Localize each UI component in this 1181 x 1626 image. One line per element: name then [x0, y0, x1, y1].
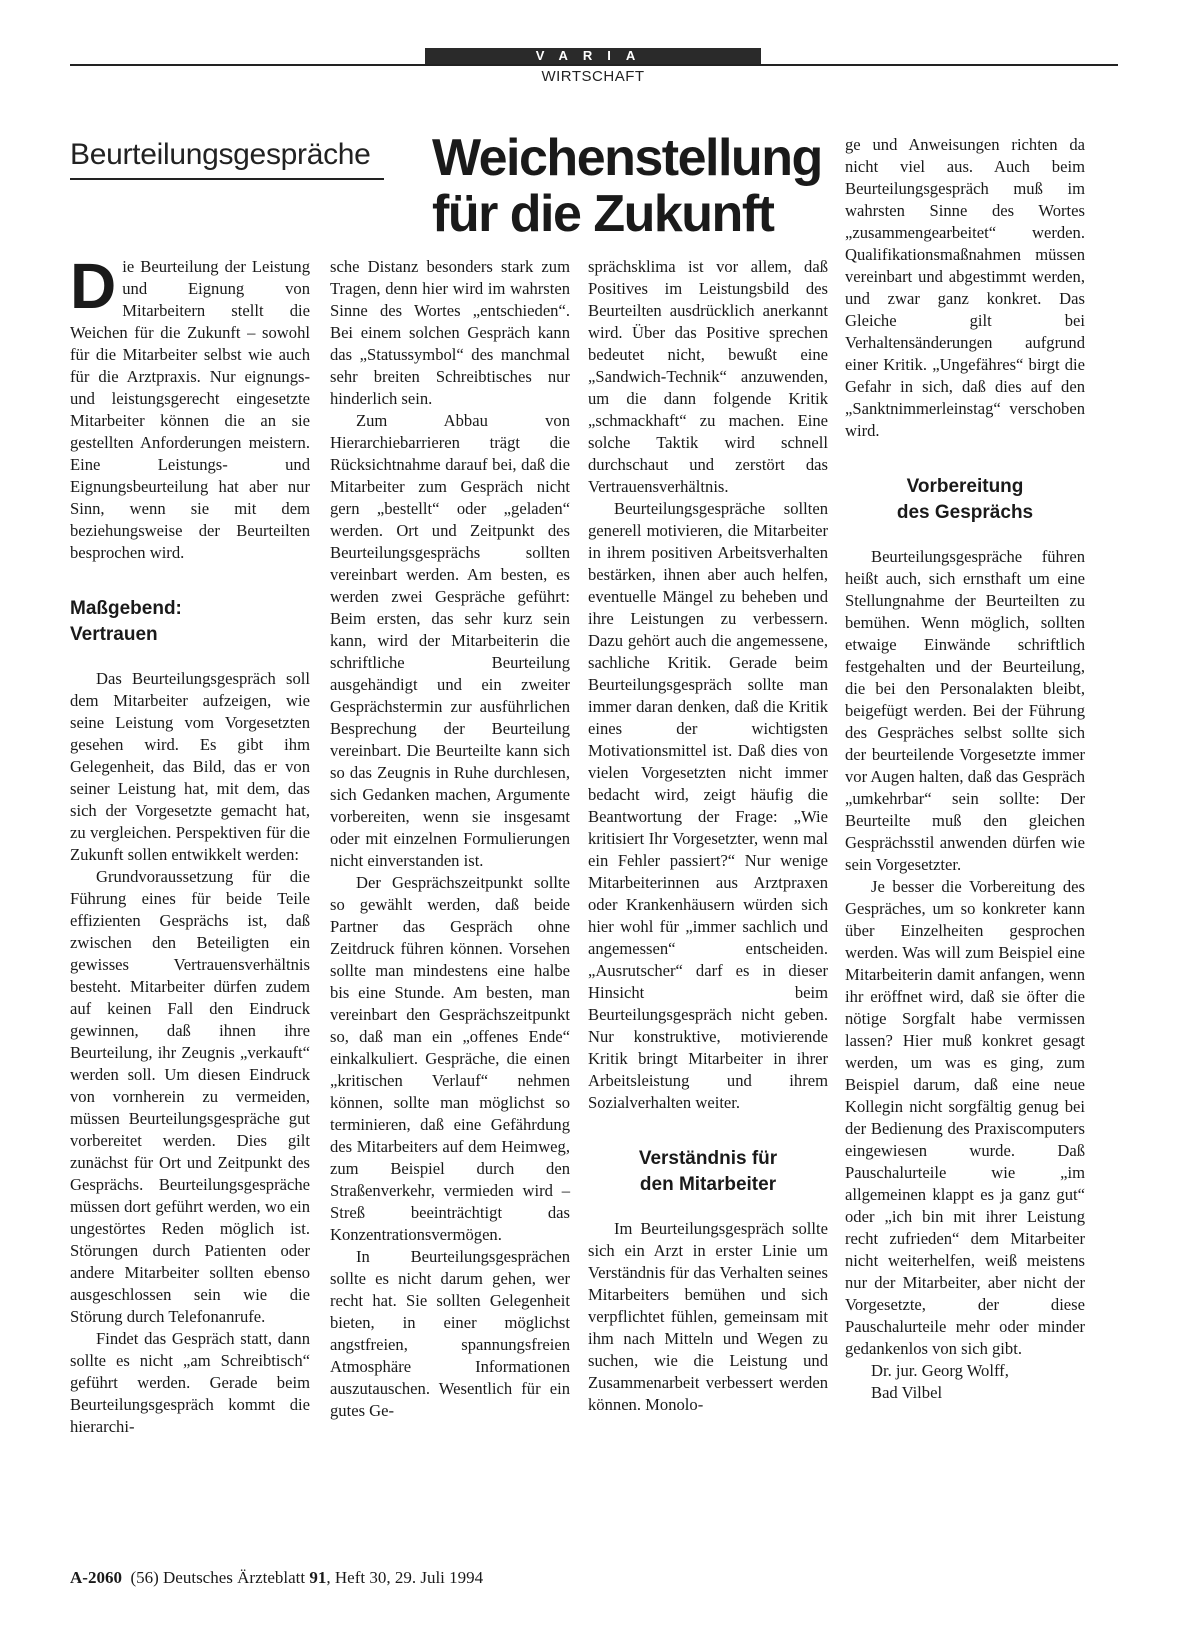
subhead-line-2: des Gesprächs: [896, 502, 1034, 523]
paragraph: Der Gesprächszeitpunkt sollte so gewählt werden, daß beide Partner das Gespräch ohne Zeitdruck führen können. Vorsehen sollte man mindestens eine halbe bis eine Stunde. Am besten, man vereinbart den Gesprächszeitpunkt so, daß man ein „offenes Ende“ einkalkuliert. Gespräche, die einen „kritischen Verlauf“ nehmen können, sollte man möglichst so terminieren, daß eine Gefährdung des Mitarbeiters auf dem Heimweg, zum Beispiel durch den Straßenverkehr, vermieden wird – Streß beeinträchtigt das Konzentrationsvermögen.: [330, 873, 570, 1244]
section-label: WIRTSCHAFT: [541, 68, 645, 85]
intro-paragraph: [70, 250, 310, 564]
paragraph: sprächsklima ist vor allem, daß Positives im Leistungsbild des Beurteilten ausdrücklich anerkannt wird. Über das Positive sprechen bedeutet nicht, bewußt eine „Sandwich-Technik“ anzuwenden, um die dann folgende Kritik „schmackhaft“ zu machen. Eine solche Taktik wird schnell durchschaut und zerstört das Vertrauensverhältnis.: [588, 257, 828, 496]
subhead-vorbereitung: [845, 474, 1085, 526]
subhead-line-1: Verständnis für: [638, 1148, 778, 1169]
drop-cap: D: [70, 250, 117, 322]
journal-name: (56) Deutsches Ärzteblatt: [130, 1568, 306, 1587]
paragraph: Im Beurteilungsgespräch sollte sich ein Arzt in erster Linie um Verständnis für das Verhalten seines Mitarbeiters bemühen und sich verpflichtet fühlen, gemeinsam mit ihm nach Mitteln und Wegen zu suchen, wie die Leistung und Zusammenarbeit verbessert werden können. Monolo-: [588, 1219, 828, 1414]
intro-text: ie Beurteilung der Leistung und Eignung von Mitarbeitern stellt die Weichen für die Zukunft – sowohl für die Mitarbeiter selbst wie auch für die Arztpraxis. Nur eignungs- und leistungsgerecht eingesetzte Mitarbeiter können die an sie gestellten Anforderungen meistern. Eine Leistungs- und Eignungsbeurteilung hat aber nur Sinn, wenn sie mit dem beziehungsweise der Beurteilten besprochen wird.: [70, 257, 310, 562]
varia-banner: VARIA: [425, 48, 761, 64]
header-rule: [70, 64, 1118, 66]
author-place: Bad Vilbel: [871, 1383, 943, 1402]
paragraph: Findet das Gespräch statt, dann sollte es nicht „am Schreibtisch“ geführt werden. Gerade beim Beurteilungsgespräch kommt die hierarchi-: [70, 1329, 310, 1436]
paragraph: In Beurteilungsgesprächen sollte es nicht darum gehen, wer recht hat. Sie sollten Gelegenheit bieten, in einer möglichst angstfreien, spannungsfreien Atmosphäre Informationen auszutauschen. Wesentlich für ein gutes Ge-: [330, 1247, 570, 1420]
paragraph: ge und Anweisungen richten da nicht viel aus. Auch beim Beurteilungsgespräch muß im wahrsten Sinne des Wortes „zusammengearbeitet“ werden. Qualifikationsmaßnahmen müssen vereinbart und abgestimmt werden, und zwar ganz konkret. Das Gleiche gilt bei Verhaltensänderungen aufgrund einer Kritik. „Ungefähres“ birgt die Gefahr in sich, daß dies auf den „Sanktnimmerleinstag“ verschoben wird.: [845, 135, 1085, 440]
subhead-vertrauen: [70, 596, 310, 648]
subhead-line-2: Vertrauen: [70, 624, 158, 645]
paragraph: Grundvoraussetzung für die Führung eines für beide Teile effizienten Gesprächs ist, daß zwischen den Beteiligten ein gewisses Vertrauensverhältnis besteht. Mitarbeiter dürfen zudem auf keinen Fall den Eindruck gewinnen, daß ihnen ihre Beurteilung, ihr Zeugnis „verkauft“ werden soll. Um diesen Eindruck von vornherein zu vermeiden, müssen Beurteilungsgespräche gut vorbereitet werden. Dies gilt zunächst für Ort und Zeitpunkt des Gesprächs. Beurteilungsgespräche müssen dort geführt werden, wo ein ungestörtes Reden möglich ist. Störungen durch Patienten oder andere Mitarbeiter sollten ebenso ausgeschlossen sein wie die Störung durch Telefonanrufe.: [70, 867, 310, 1326]
column-2: [330, 256, 570, 1422]
volume-number: 91: [309, 1568, 327, 1587]
subhead-line-1: Vorbereitung: [906, 476, 1024, 497]
column-4: [845, 134, 1085, 1404]
headline: [432, 130, 872, 242]
paragraph: Das Beurteilungsgespräch soll dem Mitarbeiter aufzeigen, wie seine Leistung vom Vorgesetzten gesehen wird. Es gibt ihm Gelegenheit, das Bild, das er von seiner Leistung hat, mit dem, das sich der Vorgesetzte gemacht hat, zu vergleichen. Perspektiven für die Zukunft sollen entwikkelt werden:: [70, 669, 310, 864]
page-footer: [70, 1568, 483, 1588]
issue-date: , Heft 30, 29. Juli 1994: [326, 1568, 484, 1587]
subhead-line-1: Maßgebend:: [70, 598, 182, 619]
paragraph: Beurteilungsgespräche sollten generell motivieren, die Mitarbeiter in ihrem positiven Arbeitsverhalten bestärken, ihnen aber auch helfen, eventuelle Mängel zu beheben und ihre Leistungen zu verbessern. Dazu gehört auch die angemessene, sachliche Kritik. Gerade beim Beurteilungsgespräch sollte man immer daran denken, daß die Kritik eines der wichtigsten Motivationsmittel ist. Daß dies von vielen Vorgesetzten nicht immer bedacht wird, zeigt häufig die Beantwortung der Frage: „Wie kritisiert Ihr Vorgesetzter, wenn mal ein Fehler passiert?“ Nur wenige Mitarbeiterinnen aus Arztpraxen oder Krankenhäusern würden sich hier wohl für „immer sachlich und angemessen“ entscheiden. „Ausrutscher“ darf es in dieser Hinsicht beim Beurteilungsgespräch nicht geben. Nur konstruktive, motivierende Kritik bringt Mitarbeiter in ihrer Arbeitsleistung und ihrem Sozialverhalten weiter.: [588, 499, 828, 1112]
kicker-underline: [70, 178, 384, 180]
subhead-line-2: den Mitarbeiter: [639, 1174, 777, 1195]
paragraph: Je besser die Vorbereitung des Gespräches, um so konkreter kann über Einzelheiten gesprochen werden. Was will zum Beispiel eine Mitarbeiterin damit anfangen, wenn ihr eröffnet wird, daß sie öfter die nötige Sorgfalt habe vermissen lassen? Hier muß konkret gesagt werden, um was es ging, zum Beispiel darum, daß eine neue Kollegin nicht sorgfältig genug bei der Bedienung des Praxiscomputers eingewiesen wurde. Daß Pauschalurteile wie „im allgemeinen klappt es ja ganz gut“ oder „ich bin mit ihrer Leistung recht zufrieden“ dem Mitarbeiter nicht weiterhelfen, weiß meistens nur der Mitarbeiter, aber nicht der Vorgesetzte, der diese Pauschalurteile mehr oder minder gedankenlos von sich gibt.: [845, 877, 1085, 1358]
paragraph: Beurteilungsgespräche führen heißt auch, sich ernsthaft um eine Stellungnahme der Beurteilten zu bemühen. Wenn möglich, sollten etwaige Einwände schriftlich festgehalten und der Beurteilung, die bei den Personalakten bleibt, beigefügt werden. Bei der Führung des Gespräches selbst sollte sich der beurteilende Vorgesetzte immer vor Augen halten, daß das Gespräch „umkehrbar“ sein sollte: Der Beurteilte muß den gleichen Gesprächsstil anwenden dürfen wie sein Vorgesetzter.: [845, 547, 1085, 874]
headline-line-1: Weichenstellung: [432, 129, 822, 187]
author-name: Dr. jur. Georg Wolff,: [871, 1361, 1009, 1380]
kicker: Beurteilungsgespräche: [70, 138, 371, 171]
column-1: [70, 250, 310, 1438]
page-number: A-2060: [70, 1568, 122, 1587]
paragraph: Zum Abbau von Hierarchiebarrieren trägt die Rücksichtnahme darauf bei, daß die Mitarbeiter zum Gespräch nicht gern „bestellt“ oder „geladen“ werden. Ort und Zeitpunkt des Beurteilungsgesprächs sollten vereinbart werden. Am besten, es werden zwei Gespräche geführt: Beim ersten, das sehr kurz sein kann, wird der Mitarbeiterin die schriftliche Beurteilung ausgehändigt und ein zweiter Gesprächstermin zur ausführlichen Besprechung der Beurteilung vereinbart. Die Beurteilte kann sich so das Zeugnis in Ruhe durchlesen, sich Gedanken machen, Argumente vorbereiten, wenn sie insgesamt oder mit einzelnen Formulierungen nicht einverstanden ist.: [330, 411, 570, 870]
subhead-verstaendnis: [588, 1146, 828, 1198]
column-3: [588, 256, 828, 1416]
paragraph: sche Distanz besonders stark zum Tragen, denn hier wird im wahrsten Sinne des Wortes „entschieden“. Bei einem solchen Gespräch kann das „Statussymbol“ des manchmal sehr breiten Schreibtisches nur hinderlich sein.: [330, 257, 570, 408]
headline-line-2: für die Zukunft: [432, 185, 774, 243]
